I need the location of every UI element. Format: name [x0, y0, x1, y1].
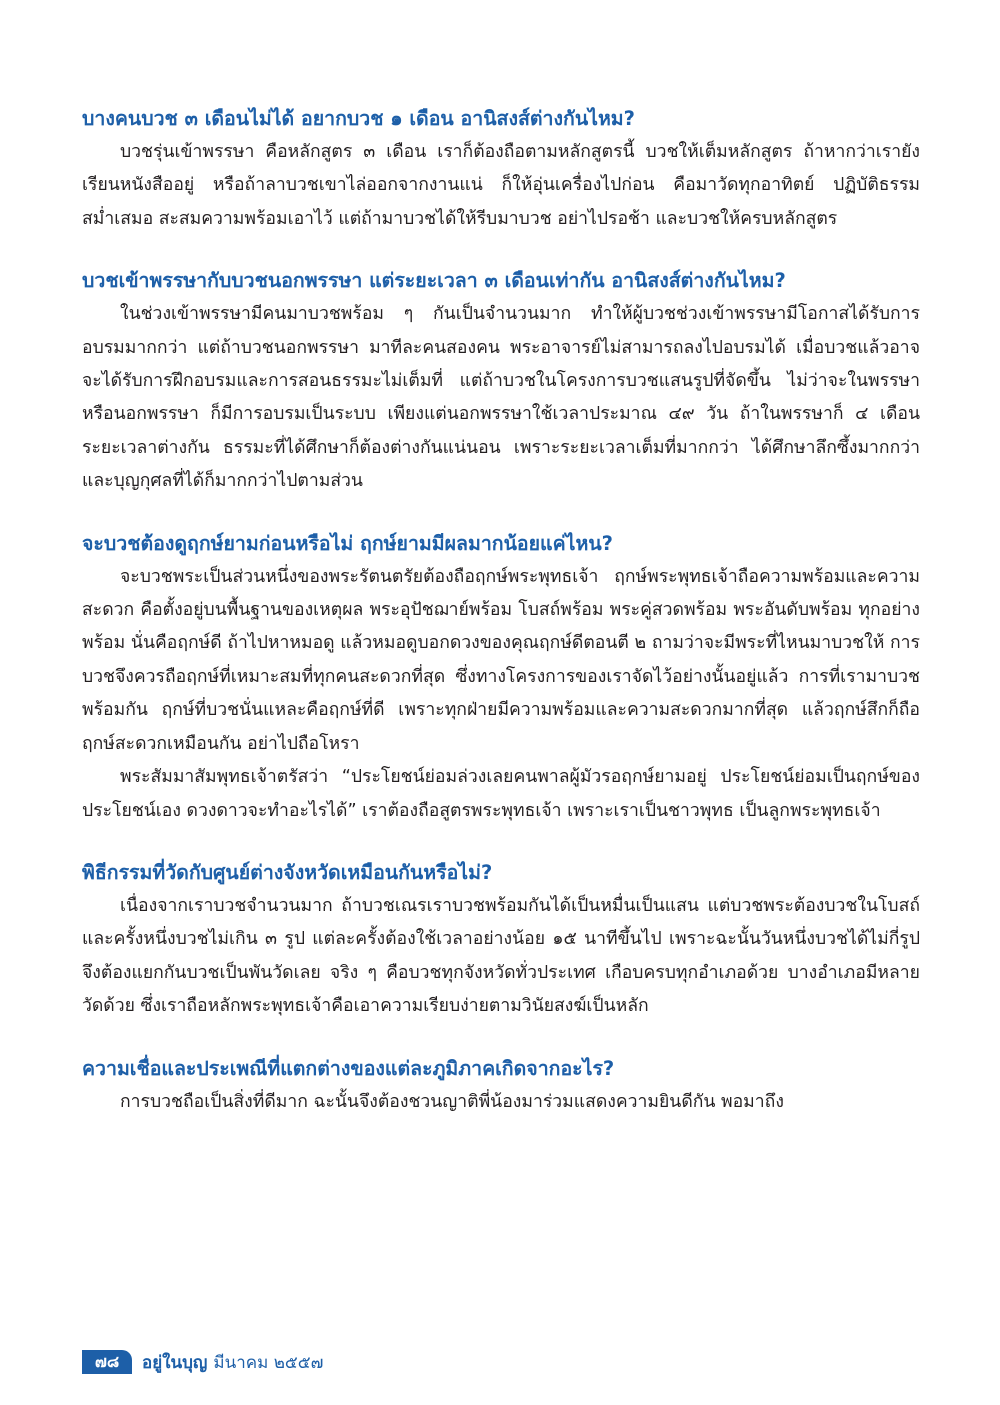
- magazine-title: อยู่ในบุญ: [142, 1352, 208, 1373]
- qa-section: [82, 102, 920, 236]
- answer-paragraph: การบวชถือเป็นสิ่งที่ดีมาก ฉะนั้นจึงต้องชวนญาติพี่น้องมาร่วมแสดงความยินดีกัน พอมาถึง: [120, 1091, 784, 1112]
- question-heading: จะบวชต้องดูฤกษ์ยามก่อนหรือไม่ ฤกษ์ยามมีผลมากน้อยแค่ไหน?: [82, 531, 613, 555]
- qa-section: [82, 527, 920, 828]
- answer-paragraph: ในช่วงเข้าพรรษามีคนมาบวชพร้อม ๆ กันเป็นจำนวนมาก ทำให้ผู้บวชช่วงเข้าพรรษามีโอกาสได้รับการอบรมมากกว่า แต่ถ้าบวชนอกพรรษา มาทีละคนสองคน พระอาจารย์ไม่สามารถลงไปอบรมได้ เมื่อบวชแล้วอาจจะได้รับการฝึกอบรมและการสอนธรรมะไม่เต็มที่ แต่ถ้าบวชในโครงการบวชแสนรูปที่จัดขึ้น ไม่ว่าจะในพรรษาหรือนอกพรรษา ก็มีการอบรมเป็นระบบ เพียงแต่นอกพรรษาใช้เวลาประมาณ ๔๙ วัน ถ้าในพรรษาก็ ๔ เดือน ระยะเวลาต่างกัน ธรรมะที่ได้ศึกษาก็ต้องต่างกันแน่นอน เพราะระยะเวลาเต็มที่มากกว่า ได้ศึกษาลึกซึ้งมากกว่า และบุญกุศลที่ได้ก็มากกว่าไปตามส่วน: [82, 304, 920, 492]
- page-footer: [82, 1350, 323, 1374]
- qa-section: [82, 264, 920, 498]
- answer-paragraph: พระสัมมาสัมพุทธเจ้าตรัสว่า “ประโยชน์ย่อมล่วงเลยคนพาลผู้มัวรอฤกษ์ยามอยู่ ประโยชน์ย่อมเป็นฤกษ์ของประโยชน์เอง ดวงดาวจะทำอะไรได้” เราต้องถือสูตรพระพุทธเจ้า เพราะเราเป็นชาวพุทธ เป็นลูกพระพุทธเจ้า: [82, 767, 920, 821]
- qa-section: [82, 856, 920, 1024]
- page-number: ๗๘: [82, 1350, 132, 1374]
- qa-section: [82, 1052, 920, 1119]
- answer-paragraph: เนื่องจากเราบวชจำนวนมาก ถ้าบวชเณรเราบวชพร้อมกันได้เป็นหมื่นเป็นแสน แต่บวชพระต้องบวชในโบสถ์ และครั้งหนึ่งบวชไม่เกิน ๓ รูป แต่ละครั้งต้องใช้เวลาอย่างน้อย ๑๕ นาทีขึ้นไป เพราะฉะนั้นวันหนึ่งบวชได้ไม่กี่รูป จึงต้องแยกกันบวชเป็นพันวัดเลย จริง ๆ คือบวชทุกจังหวัดทั่วประเทศ เกือบครบทุกอำเภอด้วย บางอำเภอมีหลายวัดด้วย ซึ่งเราถือหลักพระพุทธเจ้าคือเอาความเรียบง่ายตามวินัยสงฆ์เป็นหลัก: [82, 895, 920, 1017]
- question-heading: บวชเข้าพรรษากับบวชนอกพรรษา แต่ระยะเวลา ๓ เดือนเท่ากัน อานิสงส์ต่างกันไหม?: [82, 269, 786, 293]
- answer-paragraph: จะบวชพระเป็นส่วนหนึ่งของพระรัตนตรัยต้องถือฤกษ์พระพุทธเจ้า ฤกษ์พระพุทธเจ้าถือความพร้อมและความสะดวก คือตั้งอยู่บนพื้นฐานของเหตุผล พระอุปัชฌาย์พร้อม โบสถ์พร้อม พระคู่สวดพร้อม พระอันดับพร้อม ทุกอย่างพร้อม นั่นคือฤกษ์ดี ถ้าไปหาหมอดู แล้วหมอดูบอกดวงของคุณฤกษ์ดีตอนตี ๒ ถามว่าจะมีพระที่ไหนมาบวชให้ การบวชจึงควรถือฤกษ์ที่เหมาะสมที่ทุกคนสะดวกที่สุด ซึ่งทางโครงการของเราจัดไว้อย่างนั้นอยู่แล้ว การที่เรามาบวชพร้อมกัน ฤกษ์ที่บวชนั่นแหละคือฤกษ์ที่ดี เพราะทุกฝ่ายมีความพร้อมและความสะดวกมากที่สุด แล้วฤกษ์สึกก็ถือฤกษ์สะดวกเหมือนกัน อย่าไปถือโหรา: [82, 566, 920, 754]
- question-heading: บางคนบวช ๓ เดือนไม่ได้ อยากบวช ๑ เดือน อานิสงส์ต่างกันไหม?: [82, 107, 635, 130]
- magazine-issue: มีนาคม ๒๕๕๗: [213, 1352, 324, 1373]
- question-heading: ความเชื่อและประเพณีที่แตกต่างของแต่ละภูมิภาคเกิดจากอะไร?: [82, 1056, 615, 1080]
- question-heading: พิธีกรรมที่วัดกับศูนย์ต่างจังหวัดเหมือนกันหรือไม่?: [82, 860, 493, 884]
- article-body: [82, 102, 920, 1147]
- answer-paragraph: บวชรุ่นเข้าพรรษา คือหลักสูตร ๓ เดือน เราก็ต้องถือตามหลักสูตรนี้ บวชให้เต็มหลักสูตร ถ้าหากว่าเรายังเรียนหนังสืออยู่ หรือถ้าลาบวชเขาไล่ออกจากงานแน่ ก็ให้อุ่นเครื่องไปก่อน คือมาวัดทุกอาทิตย์ ปฏิบัติธรรมสม่ำเสมอ สะสมความพร้อมเอาไว้ แต่ถ้ามาบวชได้ให้รีบมาบวช อย่าไปรอช้า และบวชให้ครบหลักสูตร: [82, 142, 920, 229]
